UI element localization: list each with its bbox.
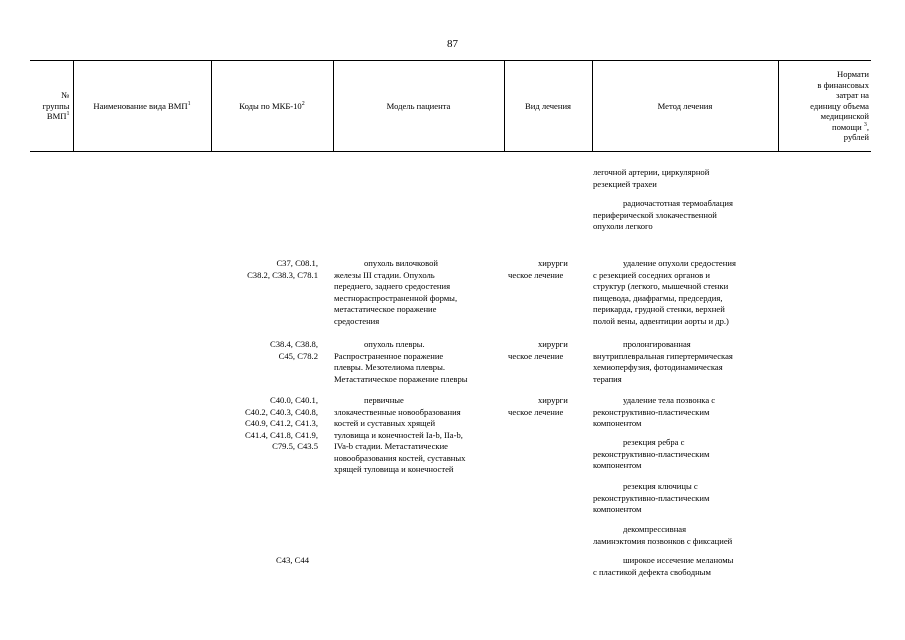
header-treatment-type: Вид лечения [504,61,592,152]
method-radiofrequency: радиочастотная термоаблация периферической злокачественной опухоли легкого [593,198,733,231]
model-row-3: первичные злокачественные новообразования костей и суставных хрящей туловища и конечностей Ia-b, IIa-b, IVa-b стадии. Метастатические новообразования костей, суставных хрящей туловища и конечностей [334,395,466,474]
method-row-3a: удаление тела позвонка с реконструктивно-пластическим компонентом [593,395,716,428]
model-row-1: опухоль вилочковой железы III стадии. Опухоль переднего, заднего средостения местнораспространенной формы, метастатическое поражение средостения [334,258,458,326]
treatment-row-2: хирурги ческое лечение [508,339,568,361]
header-vmp-name: Наименование вида ВМП$^1$ [73,61,211,152]
header-group-number: № группы ВМП$^1$ [30,61,73,152]
codes-row-4: C43, C44 [276,555,309,565]
codes-row-3: C40.0, C40.1, C40.2, C40.3, C40.8, C40.9, C41.2, C41.3, C41.4, C41.8, C41.9, C79.5, C43.5 [244,395,318,451]
table-header [30,60,871,152]
method-row-3c: резекция ключицы с реконструктивно-пластическим компонентом [593,481,710,514]
method-row-3b: резекция ребра с реконструктивно-пластическим компонентом [593,437,710,470]
model-row-2: опухоль плевры. Распространенное поражение плевры. Мезотелиома плевры. Метастатическое поражение плевры [334,339,468,384]
codes-row-2: C38.4, C38.8, C45, C78.2 [270,339,318,361]
method-row-2: пролонгированная внутриплевральная гипертермическая хемиоперфузия, фотодинамическая терапия [593,339,733,384]
treatment-row-3: хирурги ческое лечение [508,395,568,417]
method-row-4: широкое иссечение меланомы с пластикой дефекта свободным [593,555,734,577]
header-icd-codes: Коды по МКБ-$10^2$ [211,61,333,152]
method-row-3d: декомпрессивная ламинэктомия позвонков с фиксацией [593,524,733,546]
method-row-1: удаление опухоли средостения с резекцией соседних органов и структур (легкого, мышечной стенки пищевода, диафрагмы, предсердия, перикарда, грудной стенки, верхней полой вены, адвентиции аорты и др.) [593,258,736,326]
treatment-row-1: хирурги ческое лечение [508,258,568,280]
header-patient-model: Модель пациента [333,61,504,152]
header-financial-norm: Нормати в финансовых затрат на единицу объема медицинской помощи $^3$, рублей [778,61,871,152]
header-treatment-method: Метод лечения [592,61,778,152]
method-cont-trachea: легочной артерии, циркулярной резекцией трахеи [593,167,710,189]
codes-row-1: C37, C08.1, C38.2, C38.3, C78.1 [247,258,318,280]
page-number: 87 [447,38,458,50]
